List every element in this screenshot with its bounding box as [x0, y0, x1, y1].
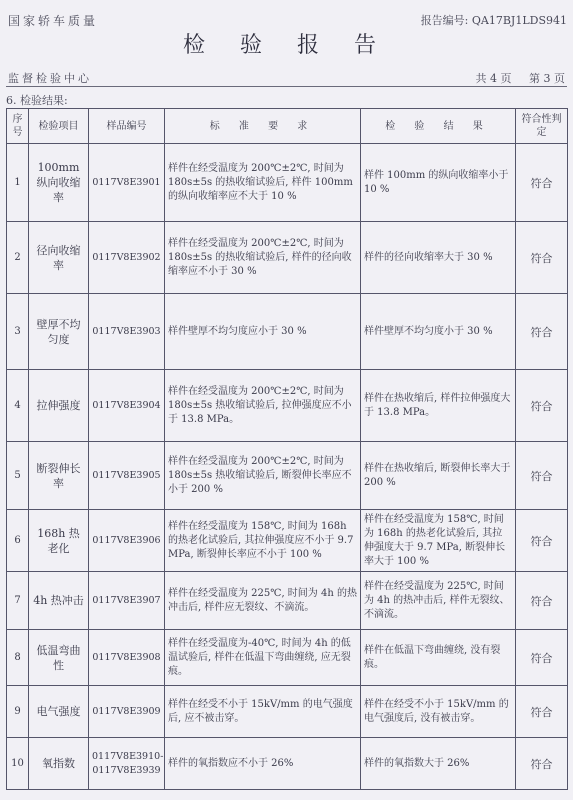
row-no: 7	[7, 572, 29, 630]
row-sample: 0117V8E3906	[89, 510, 165, 572]
row-verdict: 符合	[516, 442, 568, 510]
row-result: 样件 100mm 的纵向收缩率小于 10 %	[361, 144, 516, 222]
row-standard: 样件的氧指数应不小于 26%	[165, 738, 361, 790]
row-result: 样件在热收缩后, 样件拉伸强度大于 13.8 MPa。	[361, 370, 516, 442]
row-sample: 0117V8E3901	[89, 144, 165, 222]
row-no: 10	[7, 738, 29, 790]
row-standard: 样件在经受温度为 200℃±2℃, 时间为 180s±5s 热收缩试验后, 断裂伸长率应不小于 200 %	[165, 442, 361, 510]
row-item: 168h 热老化	[29, 510, 89, 572]
header-item: 检验项目	[29, 109, 89, 144]
row-verdict: 符合	[516, 510, 568, 572]
row-no: 2	[7, 222, 29, 294]
table-row	[7, 294, 568, 370]
row-result: 样件在热收缩后, 断裂伸长率大于 200 %	[361, 442, 516, 510]
row-item: 电气强度	[29, 686, 89, 738]
row-no: 8	[7, 630, 29, 686]
row-standard: 样件在经受温度为 225℃, 时间为 4h 的热冲击后, 样件应无裂纹、不滴流。	[165, 572, 361, 630]
table-row	[7, 738, 568, 790]
org-name: 国家轿车质量	[8, 14, 99, 28]
header-verdict: 符合性判定	[516, 109, 568, 144]
table-row	[7, 370, 568, 442]
row-standard: 样件在经受不小于 15kV/mm 的电气强度后, 应不被击穿。	[165, 686, 361, 738]
results-table	[6, 108, 568, 790]
row-result: 样件在经受温度为 225℃, 时间为 4h 的热冲击后, 样件无裂纹、不滴流。	[361, 572, 516, 630]
row-item: 氧指数	[29, 738, 89, 790]
row-sample: 0117V8E3909	[89, 686, 165, 738]
row-verdict: 符合	[516, 630, 568, 686]
page-info	[462, 70, 566, 86]
page-title: 检 验 报 告	[183, 33, 390, 58]
header-divider	[6, 86, 567, 87]
row-standard: 样件在经受温度为 158℃, 时间为 168h 的热老化试验后, 其拉伸强度应不小于 9.7 MPa, 断裂伸长率应不小于 100 %	[165, 510, 361, 572]
row-standard: 样件在经受温度为-40℃, 时间为 4h 的低温试验后, 样件在低温下弯曲缠绕, 应无裂痕。	[165, 630, 361, 686]
current-page: 第 3 页	[529, 72, 565, 85]
table-row	[7, 572, 568, 630]
row-no: 9	[7, 686, 29, 738]
header-result: 检 验 结 果	[361, 109, 516, 144]
row-verdict: 符合	[516, 686, 568, 738]
row-sample: 0117V8E3910- 0117V8E3939	[89, 738, 165, 790]
row-sample: 0117V8E3904	[89, 370, 165, 442]
row-no: 3	[7, 294, 29, 370]
row-verdict: 符合	[516, 572, 568, 630]
row-no: 1	[7, 144, 29, 222]
row-result: 样件壁厚不均匀度小于 30 %	[361, 294, 516, 370]
table-row	[7, 144, 568, 222]
row-verdict: 符合	[516, 294, 568, 370]
section-title: 6. 检验结果:	[6, 94, 68, 107]
row-verdict: 符合	[516, 738, 568, 790]
table-row	[7, 510, 568, 572]
row-no: 6	[7, 510, 29, 572]
row-sample: 0117V8E3903	[89, 294, 165, 370]
header-no: 序号	[7, 109, 29, 144]
table-row	[7, 630, 568, 686]
row-result: 样件在低温下弯曲缠绕, 没有裂痕。	[361, 630, 516, 686]
row-sample: 0117V8E3905	[89, 442, 165, 510]
table-row	[7, 222, 568, 294]
center-name: 监督检验中心	[8, 72, 92, 85]
row-standard: 样件在经受温度为 200℃±2℃, 时间为 180s±5s 热收缩试验后, 拉伸强度应不小于 13.8 MPa。	[165, 370, 361, 442]
row-item: 4h 热冲击	[29, 572, 89, 630]
row-verdict: 符合	[516, 222, 568, 294]
row-item: 100mm 纵向收缩率	[29, 144, 89, 222]
row-result: 样件的径向收缩率大于 30 %	[361, 222, 516, 294]
row-result: 样件在经受不小于 15kV/mm 的电气强度后, 没有被击穿。	[361, 686, 516, 738]
row-verdict: 符合	[516, 144, 568, 222]
row-item: 径向收缩率	[29, 222, 89, 294]
row-sample: 0117V8E3908	[89, 630, 165, 686]
row-standard: 样件在经受温度为 200℃±2℃, 时间为 180s±5s 的热收缩试验后, 样件 100mm 的纵向收缩率应不大于 10 %	[165, 144, 361, 222]
row-item: 壁厚不均匀度	[29, 294, 89, 370]
report-number: 报告编号: QA17BJ1LDS941	[420, 14, 567, 27]
row-item: 拉伸强度	[29, 370, 89, 442]
row-no: 5	[7, 442, 29, 510]
row-item: 低温弯曲性	[29, 630, 89, 686]
header-standard: 标 准 要 求	[165, 109, 361, 144]
header-sample: 样品编号	[89, 109, 165, 144]
table-header-row	[7, 109, 568, 144]
total-pages: 共 4 页	[475, 72, 512, 85]
row-result: 样件在经受温度为 158℃, 时间为 168h 的热老化试验后, 其拉伸强度大于 9.7 MPa, 断裂伸长率大于 100 %	[361, 510, 516, 572]
row-standard: 样件壁厚不均匀度应小于 30 %	[165, 294, 361, 370]
row-standard: 样件在经受温度为 200℃±2℃, 时间为 180s±5s 的热收缩试验后, 样件的径向收缩率应不小于 30 %	[165, 222, 361, 294]
row-no: 4	[7, 370, 29, 442]
row-sample: 0117V8E3902	[89, 222, 165, 294]
row-result: 样件的氧指数大于 26%	[361, 738, 516, 790]
row-item: 断裂伸长率	[29, 442, 89, 510]
table-row	[7, 686, 568, 738]
row-sample: 0117V8E3907	[89, 572, 165, 630]
table-row	[7, 442, 568, 510]
row-verdict: 符合	[516, 370, 568, 442]
